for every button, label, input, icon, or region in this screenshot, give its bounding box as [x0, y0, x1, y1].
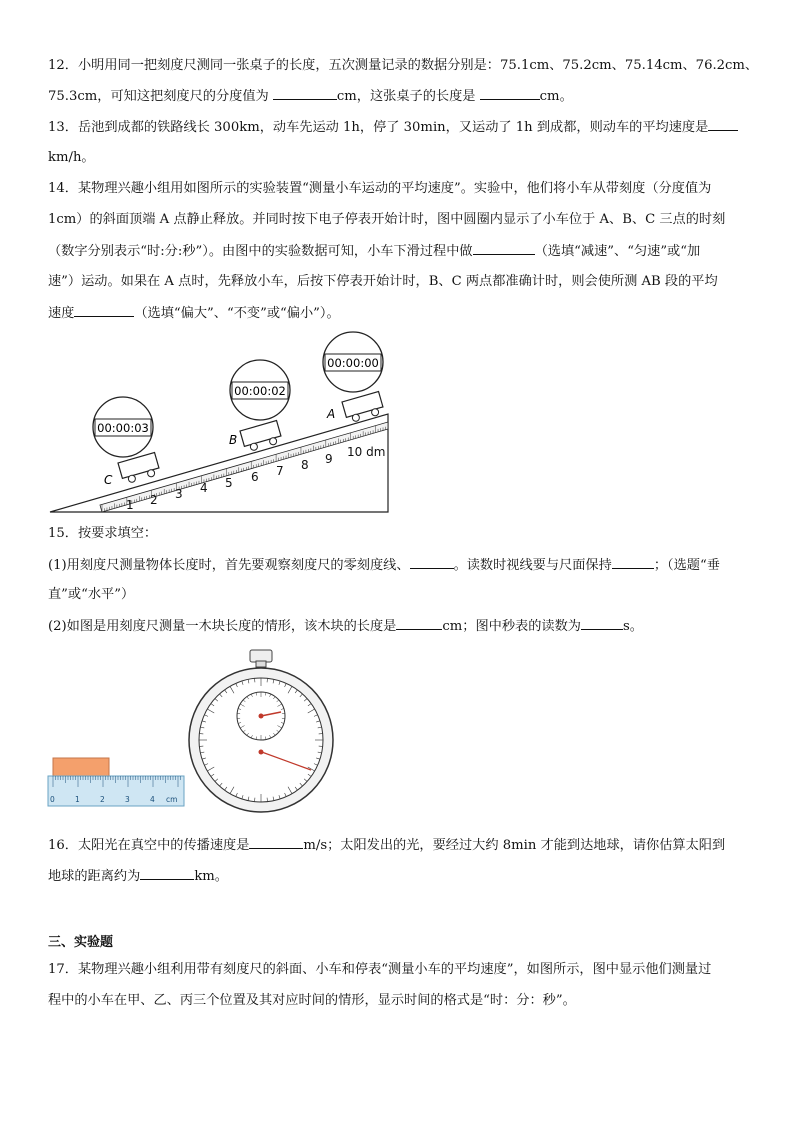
q13-text-a: 13．岳池到成都的铁路线长 300km，动车先运动 1h，停了 30min，又运动了 1h 到成都，则动车的平均速度是	[48, 120, 709, 135]
q17-line2: 程中的小车在甲、乙、丙三个位置及其对应时间的情形，显示时间的格式是“时：分：秒”。	[48, 993, 576, 1008]
timer-a-readout: 00:00:00	[327, 356, 379, 370]
q14-blank-1[interactable]	[473, 241, 535, 255]
ruler-label-1: 1	[75, 795, 80, 804]
q15-line2	[48, 555, 720, 576]
q16-line1	[48, 835, 725, 856]
timer-b	[230, 360, 290, 420]
q14-line1: 14．某物理兴趣小组用如图所示的实验装置“测量小车运动的平均速度”。实验中，他们将小车从带刻度（分度值为	[48, 181, 712, 196]
scale-label-10: 10 dm	[347, 445, 386, 459]
scale-label-2: 2	[150, 493, 158, 507]
ruler-label-0: 0	[50, 795, 55, 804]
cart-a	[342, 392, 385, 424]
incline-figure	[40, 328, 400, 518]
scale-label-3: 3	[175, 487, 183, 501]
timer-b-readout: 00:00:02	[234, 384, 286, 398]
point-label-a: A	[327, 407, 336, 421]
scale-label-9: 9	[325, 452, 333, 466]
stopwatch-stem	[256, 661, 266, 667]
q16-blank-1[interactable]	[249, 835, 303, 849]
q12-text-c: cm。	[539, 89, 573, 104]
q13-line2: km/h。	[48, 150, 95, 165]
q12-line1: 12．小明用同一把刻度尺测同一张桌子的长度，五次测量记录的数据分别是：75.1cm、75.2cm、75.14cm、76.2cm、	[48, 58, 759, 73]
q12-text-a: 75.3cm，可知这把刻度尺的分度值为	[48, 89, 273, 104]
timer-a	[323, 332, 383, 392]
q16-text-d: km。	[194, 869, 228, 884]
cart-b	[240, 421, 283, 453]
q16-text-c: 地球的距离约为	[48, 869, 141, 884]
ruler-label-cm: cm	[166, 795, 178, 804]
wooden-block	[53, 758, 109, 776]
minute-hand-pivot	[259, 714, 264, 719]
q15-blank-2[interactable]	[612, 555, 654, 569]
q13-line1	[48, 117, 738, 138]
stopwatch-crown	[250, 650, 272, 662]
scale-label-1: 1	[126, 498, 134, 512]
q16-blank-2[interactable]	[140, 866, 194, 880]
scale-label-5: 5	[225, 476, 233, 490]
q14-line4: 速”）运动。如果在 A 点时，先释放小车，后按下停表开始计时，B、C 两点都准确计时，则会使所测 AB 段的平均	[48, 274, 718, 289]
q14-line5	[48, 303, 340, 324]
point-label-c: C	[104, 473, 113, 487]
q14-line2: 1cm）的斜面顶端 A 点静止释放。并同时按下电子停表开始计时，图中圆圈内显示了小车位于 A、B、C 三点的时刻	[48, 212, 726, 227]
q14-text-c: 速度	[48, 306, 75, 321]
q16-text-b: m/s；太阳发出的光，要经过大约 8min 才能到达地球，请你估算太阳到	[303, 838, 726, 853]
point-label-b: B	[229, 433, 238, 447]
q14-text-a: （数字分别表示“时:分:秒”）。由图中的实验数据可知，小车下滑过程中做	[48, 244, 473, 259]
q16-line2	[48, 866, 228, 887]
section-title: 三、实验题	[48, 935, 114, 950]
ruler-figure	[46, 752, 188, 810]
stopwatch-figure	[186, 648, 336, 813]
q12-blank-1[interactable]	[273, 86, 337, 100]
scale-label-7: 7	[276, 464, 284, 478]
q15-line1: 15．按要求填空：	[48, 526, 158, 541]
scale-label-4: 4	[200, 481, 208, 495]
q15-text-d: (2)如图是用刻度尺测量一木块长度的情形，该木块的长度是	[48, 619, 397, 634]
q15-text-b: 。读数时视线要与尺面保持	[453, 558, 612, 573]
timer-c	[93, 397, 153, 457]
q12-blank-2[interactable]	[480, 86, 540, 100]
q15-line4	[48, 616, 643, 637]
q15-text-f: s。	[622, 619, 643, 634]
q15-text-a: (1)用刻度尺测量物体长度时，首先要观察刻度尺的零刻度线、	[48, 558, 410, 573]
q16-text-a: 16．太阳光在真空中的传播速度是	[48, 838, 250, 853]
q14-blank-2[interactable]	[74, 303, 134, 317]
q14-line3	[48, 241, 700, 262]
q15-blank-1[interactable]	[410, 555, 454, 569]
q12-text-b: cm，这张桌子的长度是	[336, 89, 480, 104]
q15-line3: 直”或“水平”）	[48, 587, 135, 602]
ruler-label-4: 4	[150, 795, 155, 804]
scale-label-6: 6	[251, 470, 259, 484]
q14-text-b: （选填“减速”、“匀速”或“加	[534, 244, 701, 259]
q12-line2	[48, 86, 573, 107]
q13-blank[interactable]	[708, 117, 738, 131]
ruler-label-3: 3	[125, 795, 130, 804]
ruler-body	[48, 776, 184, 806]
ruler-label-2: 2	[100, 795, 105, 804]
q15-blank-4[interactable]	[581, 616, 623, 630]
second-hand-pivot	[259, 750, 264, 755]
scale-label-8: 8	[301, 458, 309, 472]
q15-blank-3[interactable]	[396, 616, 442, 630]
q15-text-c: ；（选题“垂	[653, 558, 720, 573]
q15-text-e: cm；图中秒表的读数为	[442, 619, 581, 634]
timer-c-readout: 00:00:03	[97, 421, 149, 435]
q17-line1: 17．某物理兴趣小组利用带有刻度尺的斜面、小车和停表“测量小车的平均速度”，如图所示，图中显示他们测量过	[48, 962, 712, 977]
q14-text-d: （选填“偏大”、“不变”或“偏小”）。	[134, 306, 340, 321]
